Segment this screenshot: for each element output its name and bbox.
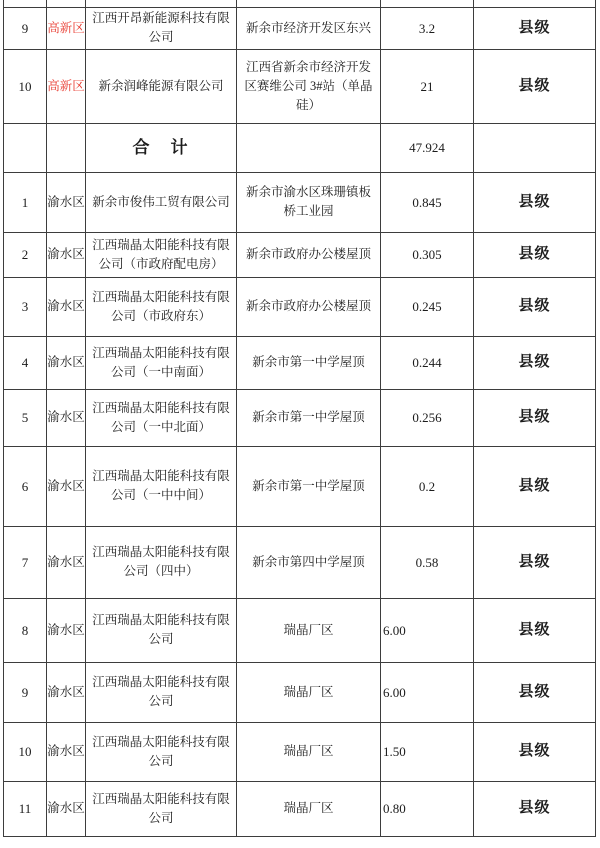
location-cell: 江西省新余市经济开发区赛维公司 3#站（单晶硅） bbox=[237, 49, 381, 123]
table-row bbox=[4, 172, 596, 232]
row-number-cell bbox=[4, 0, 47, 7]
location-cell: 新余市第一中学屋顶 bbox=[237, 336, 381, 389]
district-cell: 渝水区 bbox=[47, 446, 86, 526]
level-cell: 县级 bbox=[474, 389, 596, 446]
location-cell bbox=[237, 0, 381, 7]
capacity-cell: 21 bbox=[381, 49, 474, 123]
district-cell: 渝水区 bbox=[47, 172, 86, 232]
location-cell: 新余市第一中学屋顶 bbox=[237, 446, 381, 526]
district-cell: 渝水区 bbox=[47, 232, 86, 277]
level-cell: 县级 bbox=[474, 49, 596, 123]
company-cell: 江西开昂新能源科技有限公司 bbox=[86, 7, 237, 49]
company-cell: 新余润峰能源有限公司 bbox=[86, 49, 237, 123]
row-number-cell: 3 bbox=[4, 277, 47, 336]
district-cell bbox=[47, 0, 86, 7]
row-number-cell: 9 bbox=[4, 662, 47, 722]
district-cell: 渝水区 bbox=[47, 722, 86, 781]
level-cell bbox=[474, 0, 596, 7]
capacity-cell: 6.00 bbox=[381, 662, 474, 722]
company-cell: 新余市俊伟工贸有限公司 bbox=[86, 172, 237, 232]
table-row-partial bbox=[4, 0, 596, 7]
company-cell: 江西瑞晶太阳能科技有限公司（一中南面） bbox=[86, 336, 237, 389]
level-cell: 县级 bbox=[474, 7, 596, 49]
row-number-cell: 2 bbox=[4, 232, 47, 277]
company-cell: 江西瑞晶太阳能科技有限公司 bbox=[86, 662, 237, 722]
district-cell: 渝水区 bbox=[47, 526, 86, 598]
table-row bbox=[4, 446, 596, 526]
level-cell bbox=[474, 123, 596, 172]
location-cell: 瑞晶厂区 bbox=[237, 662, 381, 722]
location-cell: 瑞晶厂区 bbox=[237, 598, 381, 662]
district-cell: 高新区 bbox=[47, 49, 86, 123]
level-cell: 县级 bbox=[474, 662, 596, 722]
capacity-cell: 47.924 bbox=[381, 123, 474, 172]
capacity-cell: 0.256 bbox=[381, 389, 474, 446]
row-number-cell: 5 bbox=[4, 389, 47, 446]
district-cell: 渝水区 bbox=[47, 389, 86, 446]
level-cell: 县级 bbox=[474, 526, 596, 598]
location-cell bbox=[237, 123, 381, 172]
table-row bbox=[4, 526, 596, 598]
row-number-cell: 4 bbox=[4, 336, 47, 389]
table-body bbox=[4, 0, 596, 836]
location-cell: 瑞晶厂区 bbox=[237, 722, 381, 781]
district-cell: 渝水区 bbox=[47, 598, 86, 662]
location-cell: 新余市经济开发区东兴 bbox=[237, 7, 381, 49]
row-number-cell bbox=[4, 123, 47, 172]
location-cell: 新余市第四中学屋顶 bbox=[237, 526, 381, 598]
table-row bbox=[4, 722, 596, 781]
location-cell: 新余市政府办公楼屋顶 bbox=[237, 232, 381, 277]
row-number-cell: 10 bbox=[4, 722, 47, 781]
row-number-cell: 10 bbox=[4, 49, 47, 123]
level-cell: 县级 bbox=[474, 722, 596, 781]
company-cell: 江西瑞晶太阳能科技有限公司（一中中间） bbox=[86, 446, 237, 526]
company-cell: 江西瑞晶太阳能科技有限公司（市政府配电房） bbox=[86, 232, 237, 277]
capacity-cell: 0.845 bbox=[381, 172, 474, 232]
capacity-cell: 0.305 bbox=[381, 232, 474, 277]
capacity-cell: 0.2 bbox=[381, 446, 474, 526]
table-row bbox=[4, 277, 596, 336]
district-cell: 渝水区 bbox=[47, 277, 86, 336]
company-cell: 江西瑞晶太阳能科技有限公司 bbox=[86, 598, 237, 662]
table-row bbox=[4, 232, 596, 277]
table-row bbox=[4, 598, 596, 662]
capacity-cell: 1.50 bbox=[381, 722, 474, 781]
level-cell: 县级 bbox=[474, 232, 596, 277]
table-row-total bbox=[4, 123, 596, 172]
level-cell: 县级 bbox=[474, 172, 596, 232]
district-cell bbox=[47, 123, 86, 172]
company-cell bbox=[86, 0, 237, 7]
capacity-cell: 0.244 bbox=[381, 336, 474, 389]
row-number-cell: 8 bbox=[4, 598, 47, 662]
capacity-cell: 0.80 bbox=[381, 781, 474, 836]
location-cell: 新余市渝水区珠珊镇板桥工业园 bbox=[237, 172, 381, 232]
district-cell: 高新区 bbox=[47, 7, 86, 49]
capacity-cell bbox=[381, 0, 474, 7]
row-number-cell: 11 bbox=[4, 781, 47, 836]
location-cell: 新余市政府办公楼屋顶 bbox=[237, 277, 381, 336]
capacity-cell: 0.245 bbox=[381, 277, 474, 336]
company-cell: 江西瑞晶太阳能科技有限公司 bbox=[86, 722, 237, 781]
company-cell: 江西瑞晶太阳能科技有限公司 bbox=[86, 781, 237, 836]
capacity-cell: 3.2 bbox=[381, 7, 474, 49]
pv-projects-table bbox=[3, 0, 596, 837]
company-cell: 江西瑞晶太阳能科技有限公司（四中） bbox=[86, 526, 237, 598]
location-cell: 新余市第一中学屋顶 bbox=[237, 389, 381, 446]
company-cell: 合 计 bbox=[86, 123, 237, 172]
level-cell: 县级 bbox=[474, 598, 596, 662]
district-cell: 渝水区 bbox=[47, 336, 86, 389]
table-row bbox=[4, 389, 596, 446]
level-cell: 县级 bbox=[474, 446, 596, 526]
table-row bbox=[4, 662, 596, 722]
company-cell: 江西瑞晶太阳能科技有限公司（一中北面） bbox=[86, 389, 237, 446]
capacity-cell: 0.58 bbox=[381, 526, 474, 598]
table-row bbox=[4, 49, 596, 123]
capacity-cell: 6.00 bbox=[381, 598, 474, 662]
table-row bbox=[4, 781, 596, 836]
level-cell: 县级 bbox=[474, 781, 596, 836]
row-number-cell: 7 bbox=[4, 526, 47, 598]
district-cell: 渝水区 bbox=[47, 662, 86, 722]
row-number-cell: 1 bbox=[4, 172, 47, 232]
district-cell: 渝水区 bbox=[47, 781, 86, 836]
level-cell: 县级 bbox=[474, 277, 596, 336]
row-number-cell: 9 bbox=[4, 7, 47, 49]
table-row bbox=[4, 7, 596, 49]
location-cell: 瑞晶厂区 bbox=[237, 781, 381, 836]
table-row bbox=[4, 336, 596, 389]
level-cell: 县级 bbox=[474, 336, 596, 389]
company-cell: 江西瑞晶太阳能科技有限公司（市政府东） bbox=[86, 277, 237, 336]
row-number-cell: 6 bbox=[4, 446, 47, 526]
